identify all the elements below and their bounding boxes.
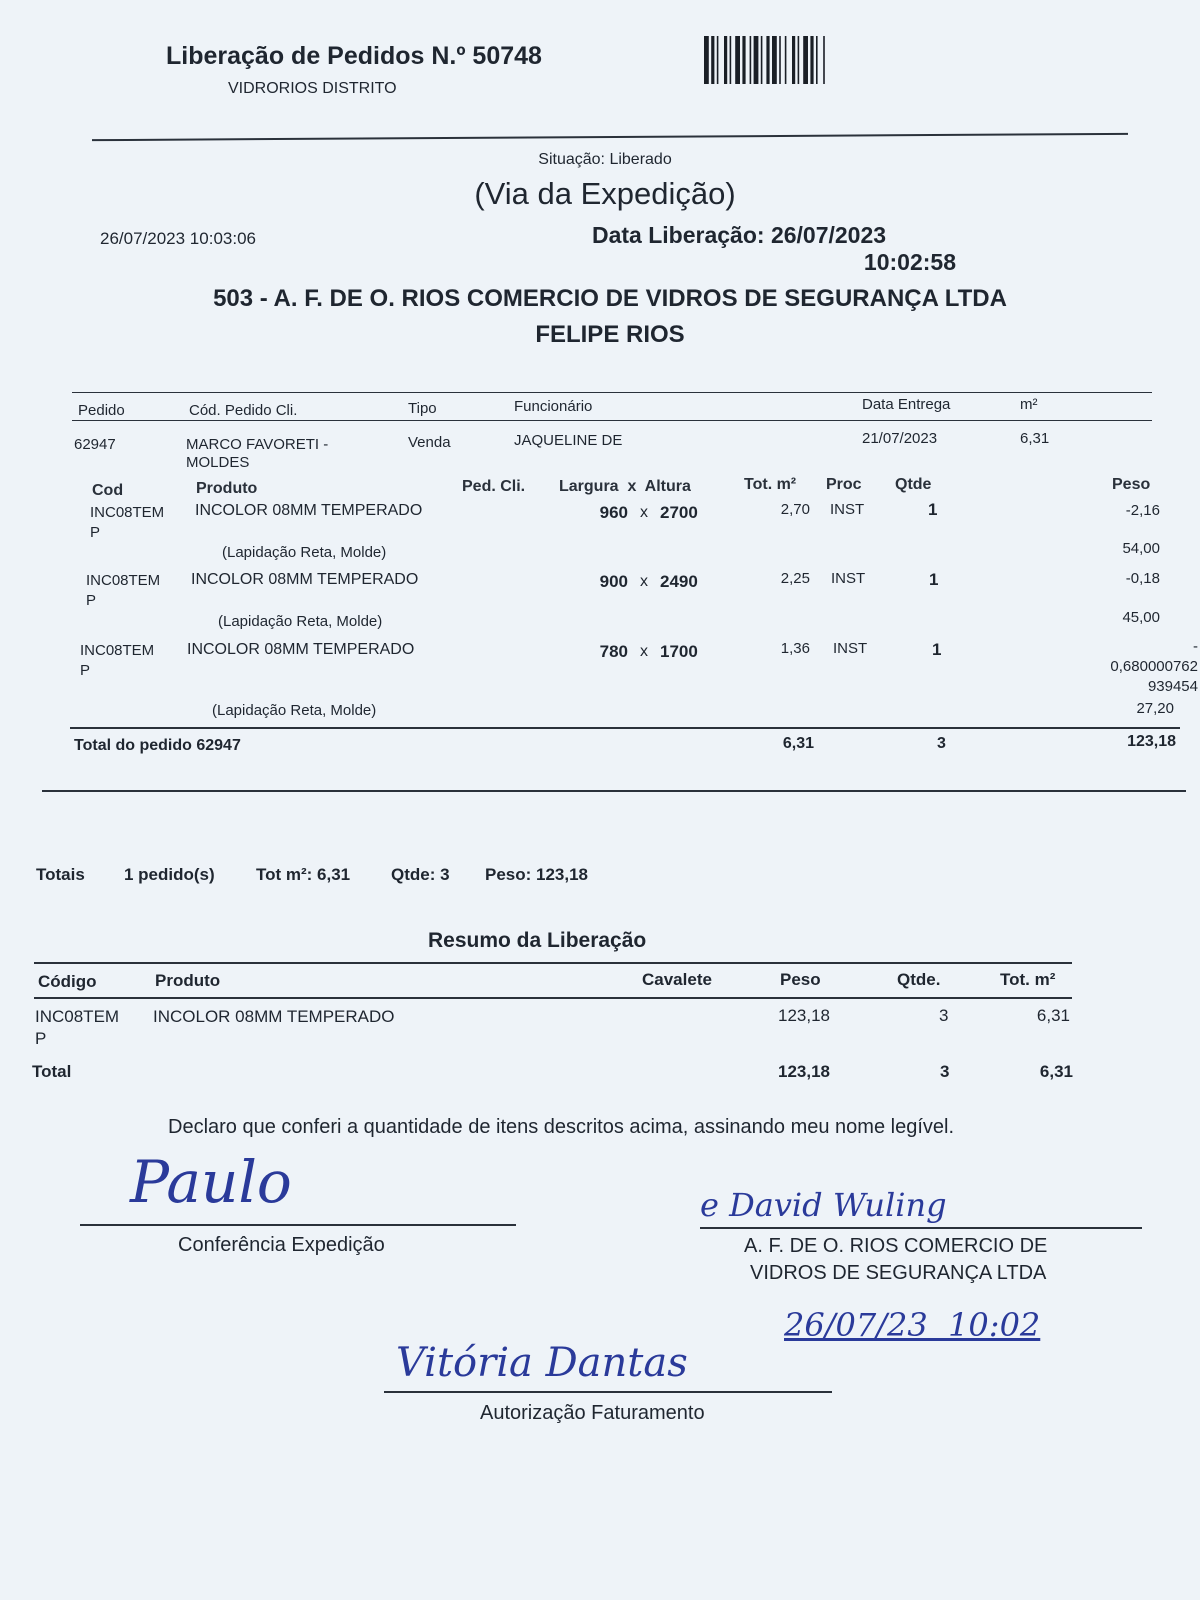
order-data-entrega: 21/07/2023 <box>862 430 938 447</box>
signature-line-bottom <box>384 1391 832 1393</box>
data-liberacao: Data Liberação: 26/07/2023 <box>592 222 887 248</box>
resumo-header-line <box>34 997 1072 999</box>
item-cod-cont: P <box>80 662 91 679</box>
items-col-produto: Produto <box>196 480 258 497</box>
item-x: x <box>640 504 648 521</box>
item-cod: INC08TEM <box>90 504 165 521</box>
col-data-entrega: Data Entrega <box>862 396 951 413</box>
totais-pedidos: 1 pedido(s) <box>124 865 215 884</box>
item-obs-peso: 54,00 <box>1122 540 1160 557</box>
resumo-top-line <box>34 962 1072 964</box>
item-largura: 900 <box>599 572 628 591</box>
item-tot-m2: 1,36 <box>780 640 810 657</box>
order-cod-cli-2: MOLDES <box>186 454 250 471</box>
item-obs: (Lapidação Reta, Molde) <box>212 702 377 719</box>
resumo-row-produto: INCOLOR 08MM TEMPERADO <box>153 1007 395 1026</box>
via-label: (Via da Expedição) <box>474 176 736 211</box>
resumo-row-peso: 123,18 <box>778 1006 830 1025</box>
order-funcionario: JAQUELINE DE <box>514 432 623 449</box>
totais-qtde: Qtde: 3 <box>391 865 450 884</box>
declaration-text: Declaro que conferi a quantidade de itens descritos acima, assinando meu nome legível. <box>168 1116 955 1138</box>
resumo-total-qtde: 3 <box>940 1062 950 1081</box>
resumo-title: Resumo da Liberação <box>428 929 647 952</box>
item-peso: -2,16 <box>1125 502 1160 519</box>
order-total-m2: 6,31 <box>782 735 814 752</box>
item-largura: 780 <box>599 642 628 661</box>
data-liberacao-time: 10:02:58 <box>863 249 956 275</box>
resumo-col-produto: Produto <box>155 971 221 990</box>
signature-right-date: 26/07/23 10:02 <box>784 1306 1041 1344</box>
item-qtde: 1 <box>928 500 938 519</box>
section-divider <box>42 790 1186 792</box>
col-m2: m² <box>1020 396 1038 413</box>
signature-line-right <box>700 1227 1142 1229</box>
totais-peso: Peso: 123,18 <box>485 865 589 884</box>
items-col-peso: Peso <box>1112 476 1151 493</box>
resumo-row-codigo-cont: P <box>35 1029 47 1048</box>
resumo-total-peso: 123,18 <box>778 1062 830 1081</box>
order-total-label: Total do pedido 62947 <box>74 737 241 754</box>
client-name: 503 - A. F. DE O. RIOS COMERCIO DE VIDROS DE SEGURANÇA LTDA <box>213 285 1007 312</box>
item-peso: -0,18 <box>1125 570 1160 587</box>
company-name: VIDRORIOS DISTRITO <box>228 80 397 97</box>
order-cod-cli-1: MARCO FAVORETI - <box>186 436 329 453</box>
signature-left-label: Conferência Expedição <box>178 1234 385 1256</box>
item-altura: 2700 <box>660 503 698 522</box>
item-proc: INST <box>831 570 866 587</box>
items-col-tot-m2: Tot. m² <box>744 476 797 493</box>
item-produto: INCOLOR 08MM TEMPERADO <box>187 641 415 658</box>
print-datetime: 26/07/2023 10:03:06 <box>100 229 256 248</box>
item-obs: (Lapidação Reta, Molde) <box>218 613 383 630</box>
order-total-qtde: 3 <box>937 735 946 752</box>
item-cod: INC08TEM <box>80 642 155 659</box>
col-funcionario: Funcionário <box>514 398 593 415</box>
col-cod-pedido-cli: Cód. Pedido Cli. <box>189 402 298 419</box>
item-tot-m2: 2,25 <box>780 570 810 587</box>
resumo-row-codigo: INC08TEM <box>35 1007 120 1026</box>
resumo-total-tot-m2: 6,31 <box>1039 1062 1073 1081</box>
item-proc: INST <box>830 501 865 518</box>
resumo-col-peso: Peso <box>780 970 821 989</box>
col-tipo: Tipo <box>408 400 437 417</box>
items-col-ped-cli: Ped. Cli. <box>462 478 526 495</box>
item-x: x <box>640 643 648 660</box>
resumo-row-qtde: 3 <box>939 1006 949 1025</box>
resumo-col-qtde: Qtde. <box>897 970 941 989</box>
totais-label: Totais <box>36 865 85 884</box>
barcode <box>704 36 884 84</box>
resumo-col-codigo: Código <box>38 972 97 991</box>
totais-m2: Tot m²: 6,31 <box>256 865 351 884</box>
signature-bottom: Vitória Dantas <box>396 1340 688 1386</box>
item-altura: 2490 <box>660 572 698 591</box>
item-cod-cont: P <box>90 524 101 541</box>
signature-right-label-1: A. F. DE O. RIOS COMERCIO DE <box>744 1235 1048 1257</box>
signature-line-left <box>80 1224 516 1226</box>
order-pedido: 62947 <box>74 436 116 453</box>
item-proc: INST <box>833 640 868 657</box>
item-largura: 960 <box>599 503 628 522</box>
order-table-top-line <box>72 392 1152 393</box>
item-obs: (Lapidação Reta, Molde) <box>222 544 387 561</box>
order-m2: 6,31 <box>1020 430 1050 447</box>
item-altura: 1700 <box>660 642 698 661</box>
item-cod: INC08TEM <box>86 572 161 589</box>
resumo-col-tot-m2: Tot. m² <box>1000 970 1056 989</box>
item-cod-cont: P <box>86 592 97 609</box>
items-col-cod: Cod <box>92 482 124 499</box>
order-tipo: Venda <box>408 434 451 451</box>
resumo-total-label: Total <box>32 1062 72 1081</box>
items-col-largura-altura: Largura x Altura <box>559 478 691 495</box>
client-contact: FELIPE RIOS <box>535 321 685 348</box>
item-obs-peso: 45,00 <box>1122 609 1160 626</box>
header-divider <box>92 133 1128 141</box>
signature-left: Paulo <box>130 1148 292 1216</box>
item-obs-peso: 27,20 <box>1136 700 1174 717</box>
situacao-label: Situação: Liberado <box>538 151 672 168</box>
item-peso-cont-2: 939454 <box>1147 678 1198 695</box>
col-pedido: Pedido <box>78 402 125 419</box>
document-title: Liberação de Pedidos N.º 50748 <box>166 42 542 70</box>
signature-right: e David Wuling <box>700 1186 947 1224</box>
item-qtde: 1 <box>932 640 942 659</box>
resumo-row-tot-m2: 6,31 <box>1036 1006 1070 1025</box>
item-produto: INCOLOR 08MM TEMPERADO <box>195 502 423 519</box>
signature-bottom-label: Autorização Faturamento <box>480 1402 705 1424</box>
items-col-proc: Proc <box>826 476 862 493</box>
order-total-peso: 123,18 <box>1127 733 1176 750</box>
item-qtde: 1 <box>929 570 939 589</box>
item-peso: - <box>1193 638 1198 655</box>
item-x: x <box>640 573 648 590</box>
item-produto: INCOLOR 08MM TEMPERADO <box>191 571 419 588</box>
items-col-qtde: Qtde <box>895 476 932 493</box>
item-tot-m2: 2,70 <box>780 501 810 518</box>
resumo-col-cavalete: Cavalete <box>642 970 712 989</box>
item-peso-cont: 0,680000762 <box>1110 658 1198 675</box>
order-header-bottom-line <box>72 420 1152 421</box>
signature-right-label-2: VIDROS DE SEGURANÇA LTDA <box>750 1262 1047 1284</box>
order-total-line <box>70 727 1180 729</box>
